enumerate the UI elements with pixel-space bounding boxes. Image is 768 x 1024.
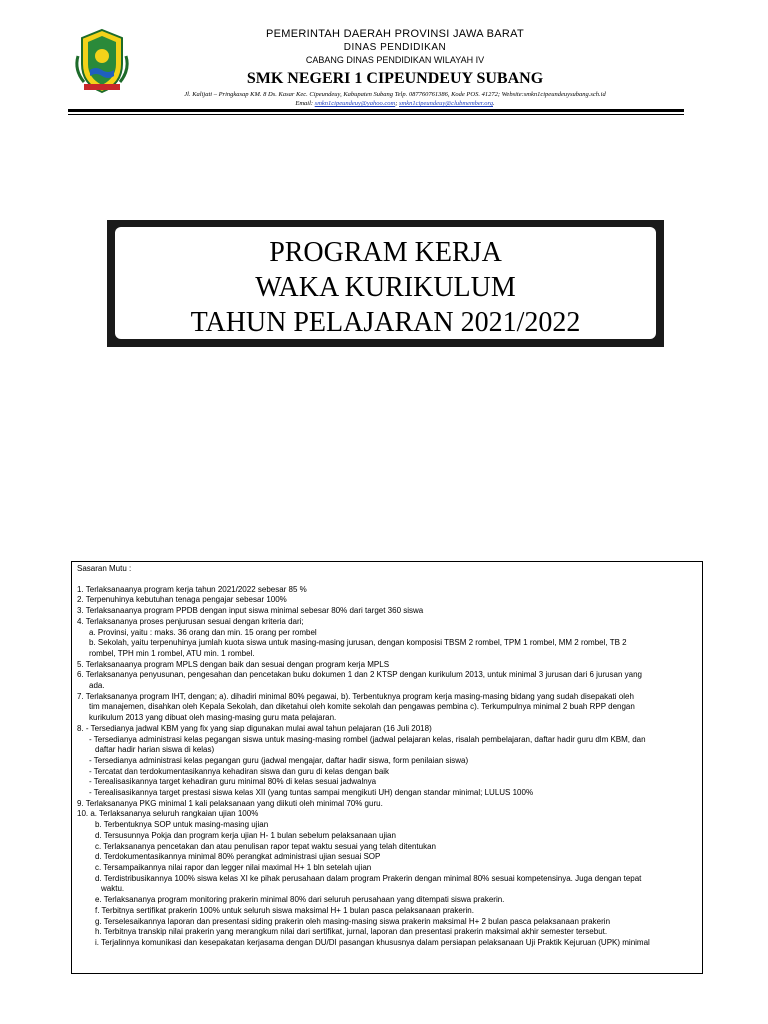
target-line: - Terealisasikannya target kehadiran guru minimal 80% di kelas sesuai jadwalnya: [89, 777, 377, 787]
email-link-yahoo[interactable]: smkn1cipeundeuy@yahoo.com: [314, 100, 396, 107]
target-line: h. Terbitnya transkip nilai prakerin yang merangkum nilai dari sertifikat, jurnal, laporan dan presentasi prakerin maksimal akhir semester tersebut.: [95, 927, 608, 937]
government-line: PEMERINTAH DAERAH PROVINSI JAWA BARAT: [265, 28, 525, 40]
branch-line: CABANG DINAS PENDIDIKAN WILAYAH IV: [305, 55, 485, 65]
target-line: f. Terbitnya sertifikat prakerin 100% untuk seluruh siswa maksimal H+ 1 bulan pasca pelaksanaan prakerin.: [95, 905, 474, 915]
title-line-1: PROGRAM KERJA: [269, 237, 502, 268]
target-line: tim manajemen, disahkan oleh Kepala Sekolah, dan diketahui oleh komite sekolah dan pengawas pembina c). Terkumpulnya minimal 2 buah RPP dengan: [89, 702, 635, 712]
title-line-3: TAHUN PELAJARAN 2021/2022: [190, 307, 581, 338]
target-line: 6. Terlaksananya penyusunan, pengesahan dan pencetakan buku dokumen 1 dan 2 KTSP dengan kurikulum 2013, untuk minimal 3 jurusan dari 6 jurusan yang: [77, 670, 642, 680]
target-line: 8. - Tersedianya jadwal KBM yang fix yang siap digunakan mulai awal tahun pelajaran (16 Juli 2018): [77, 723, 432, 733]
target-line: 2. Terpenuhinya kebutuhan tenaga pengajar sebesar 100%: [77, 595, 287, 605]
target-line: b. Terbentuknya SOP untuk masing-masing ujian: [95, 820, 269, 830]
target-line: b. Sekolah, yaitu terpenuhinya jumlah kuota siswa untuk masing-masing jurusan, dengan komposisi TBSM 2 rombel, TPM 1 rombel, MM 2 rombel, TB 2: [89, 638, 627, 648]
quality-targets-box: [71, 561, 703, 974]
target-line: ada.: [89, 681, 105, 691]
target-line: d. Tersusunnya Pokja dan program kerja ujian H- 1 bulan sebelum pelaksanaan ujian: [95, 830, 396, 840]
target-line: waktu.: [101, 884, 125, 894]
target-line: 7. Terlaksananya program IHT, dengan; a). dihadiri minimal 80% pegawai, b). Terbentuknya program kerja masing-masing bidang yang sudah disepakati oleh: [77, 691, 634, 701]
target-line: - Tersedianya administrasi kelas pegangan guru (jadwal mengajar, daftar hadir siswa, form penilaian siswa): [89, 755, 469, 765]
letterhead: [150, 28, 640, 108]
email-label: Email:: [295, 100, 314, 107]
target-line: e. Terlaksananya program monitoring prakerin minimal 80% dari seluruh perusahaan yang ditempati siswa prakerin.: [95, 895, 505, 905]
email-line: [150, 99, 640, 108]
email-end: .: [493, 100, 495, 107]
target-line: c. Terlaksananya pencetakan dan atau penulisan rapor tepat waktu sesuai yang telah ditentukan: [95, 841, 436, 851]
target-line: g. Terselesaikannya laporan dan presentasi siding prakerin oleh masing-masing siswa prakerin maksimal H+ 2 bulan pasca pelaksanaan prakerin: [95, 916, 611, 926]
target-line: c. Tersampaikannya nilai rapor dan legger nilai maximal H+ 1 bln setelah ujian: [95, 862, 372, 872]
agency-line: DINAS PENDIDIKAN: [343, 42, 447, 53]
header-rule-thin: [68, 114, 684, 115]
target-line: 1. Terlaksanaanya program kerja tahun 2021/2022 sebesar 85 %: [77, 584, 307, 594]
target-line: d. Terdistribusikannya 100% siswa kelas XI ke pihak perusahaan dalam program Prakerin dengan minimal 80% sesuai kompetensinya. Juga dengan tepat: [95, 873, 642, 883]
target-line: rombel, TPH min 1 rombel, ATU min. 1 rombel.: [89, 648, 255, 658]
title-frame: [107, 220, 664, 347]
target-line: daftar hadir harian siswa di kelas): [95, 745, 215, 755]
email-separator: ;: [395, 100, 398, 107]
header-rule-thick: [68, 109, 684, 112]
provincial-emblem-logo: [72, 26, 132, 96]
target-line: 3. Terlaksanaanya program PPDB dengan input siswa minimal sebesar 80% dari target 360 siswa: [77, 606, 424, 616]
quality-targets-heading: Sasaran Mutu :: [77, 564, 132, 573]
target-line: a. Provinsi, yaitu : maks. 36 orang dan min. 15 orang per rombel: [89, 627, 317, 637]
school-address: Jl. Kalijati – Pringkasap KM. 8 Ds. Kasar Kec. Cipeundeuy, Kabupaten Subang Telp. 087760761386, Kode POS. 41272; Website:smkn1cipeundeuysubang.sch.id: [184, 91, 606, 98]
target-line: 5. Terlaksanaanya program MPLS dengan baik dan sesuai dengan program kerja MPLS: [77, 659, 390, 669]
email-link-clubmember[interactable]: smkn1cipeundeuy@clubmember.org: [399, 100, 494, 107]
title-panel: [115, 227, 656, 339]
target-line: 10. a. Terlaksananya seluruh rangkaian ujian 100%: [77, 809, 259, 819]
target-line: i. Terjalinnya komunikasi dan kesepakatan kerjasama dengan DU/DI pasangan khususnya dalam persiapan pelaksanaan Uji Praktik Kejuruan (UPK) minimal: [95, 937, 650, 947]
target-line: - Terealisasikannya target prestasi siswa kelas XII (yang tuntas sampai mengikuti UH) dengan standar minimal; LULUS 100%: [89, 788, 534, 798]
target-line: - Tersedianya administrasi kelas pegangan siswa untuk masing-masing rombel (jadwal pelajaran kelas, risalah pembelajaran, daftar hadir guru dlm KBM, dan: [89, 734, 646, 744]
target-line: kurikulum 2013 yang dibuat oleh masing-masing guru mata pelajaran.: [89, 713, 337, 723]
target-line: 4. Terlaksananya proses penjurusan sesuai dengan kriteria dari;: [77, 616, 304, 626]
title-line-2: WAKA KURIKULUM: [255, 272, 516, 303]
target-line: 9. Terlaksananya PKG minimal 1 kali pelaksanaan yang diikuti oleh minimal 70% guru.: [77, 798, 383, 808]
school-name: SMK NEGERI 1 CIPEUNDEUY SUBANG: [246, 70, 544, 87]
target-line: d. Terdokumentasikannya minimal 80% perangkat administrasi ujian sesuai SOP: [95, 852, 381, 862]
target-line: - Tercatat dan terdokumentasikannya kehadiran siswa dan guru di kelas dengan baik: [89, 766, 390, 776]
